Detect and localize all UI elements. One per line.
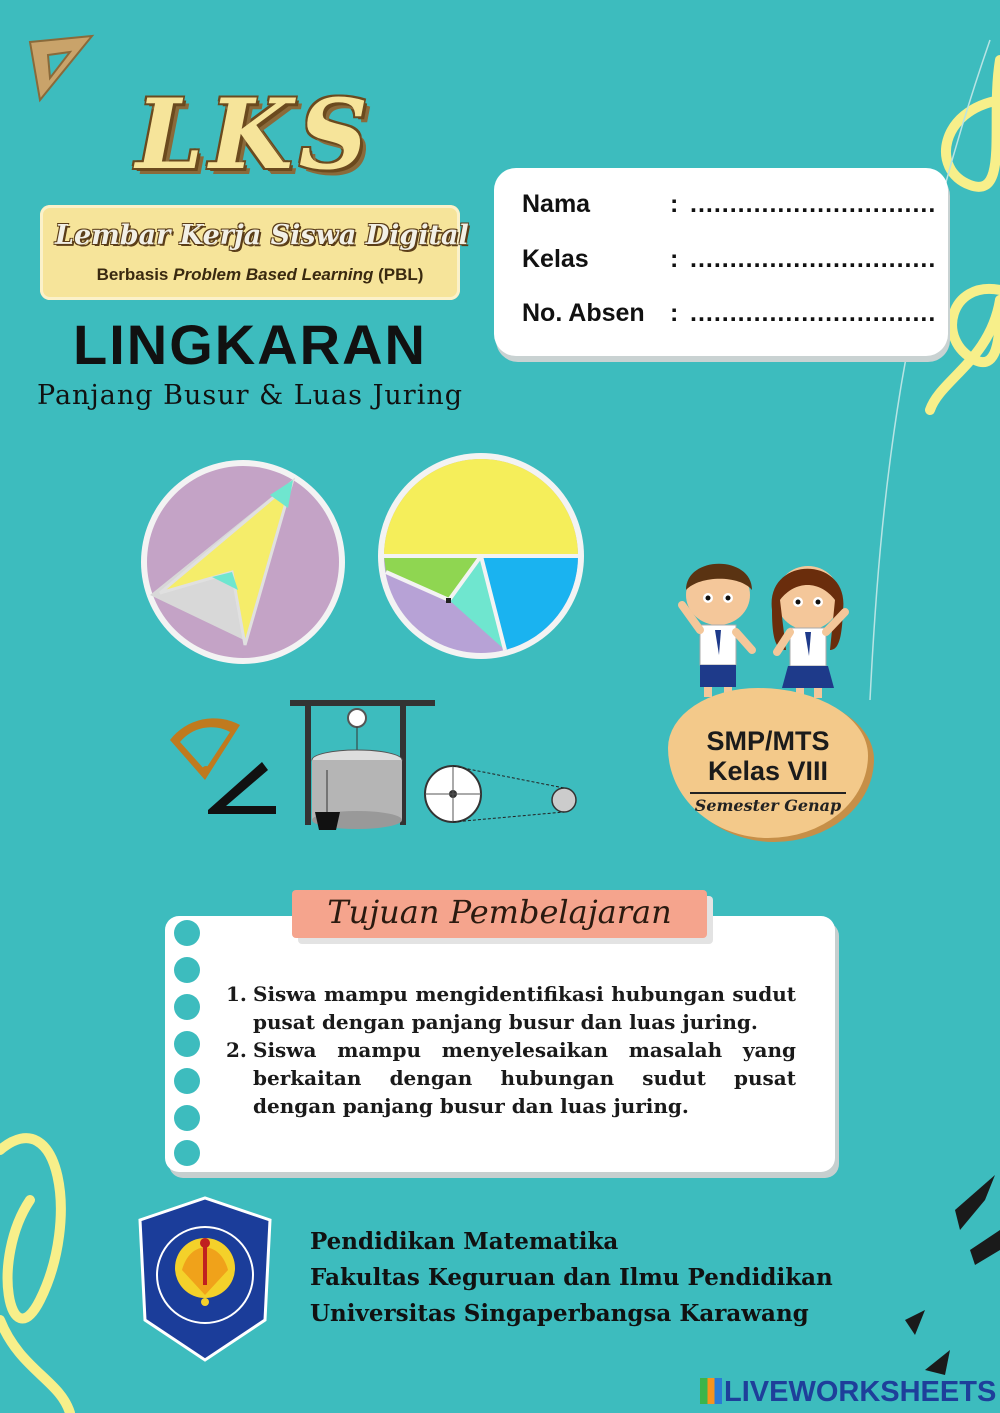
goal-number: 2. (226, 1038, 247, 1062)
identity-card (494, 168, 948, 356)
binder-hole (174, 1105, 200, 1131)
level-class: Kelas VIII (707, 756, 829, 786)
identity-colon: : (670, 245, 679, 273)
logo-tagline (60, 265, 460, 285)
tagline-italic: Problem Based Learning (173, 265, 374, 284)
binder-hole (174, 1140, 200, 1166)
binder-hole (174, 994, 200, 1020)
students-illustration (682, 564, 845, 698)
binder-hole (174, 920, 200, 946)
level-school: SMP/MTS (706, 726, 830, 756)
goal-item (226, 980, 796, 1036)
liveworksheets-brand[interactable] (700, 1376, 996, 1409)
goal-text: Siswa mampu menyelesaikan masalah yang berkaitan dengan hubungan sudut pusat dengan panjang busur dan luas juring. (253, 1038, 796, 1118)
goals-list (226, 980, 796, 1120)
yellow-loop-bottom-left (0, 1138, 70, 1413)
angle-icon (208, 762, 276, 814)
level-semester: Semester Genap (694, 796, 842, 815)
logo-lks: LKS (135, 78, 375, 191)
identity-colon: : (670, 190, 679, 218)
level-divider (690, 792, 846, 794)
liveworksheets-logo-icon (700, 1378, 722, 1404)
identity-label: Kelas (522, 245, 589, 273)
goal-text: Siswa mampu mengidentifikasi hubungan sudut pusat dengan panjang busur dan luas juring. (253, 982, 796, 1034)
thin-line (870, 40, 990, 700)
logo-subtitle: Lembar Kerja Siswa Digital (55, 220, 469, 251)
identity-field-kelas[interactable]: ............................... (690, 245, 937, 273)
identity-field-absen[interactable]: ............................... (690, 299, 937, 327)
identity-label: Nama (522, 190, 591, 218)
identity-colon: : (670, 299, 679, 327)
well-illustration (290, 700, 435, 830)
goal-item (226, 1036, 796, 1120)
circle-sector-diagram-2 (378, 453, 584, 659)
goals-title: Tujuan Pembelajaran (327, 893, 672, 931)
university-seal-logo (140, 1198, 270, 1360)
triangle-ruler-icon (30, 36, 92, 100)
pulley-belt-illustration (425, 766, 576, 822)
tagline-suffix: (PBL) (373, 265, 424, 284)
identity-row-absen (522, 299, 936, 328)
binder-hole (174, 1068, 200, 1094)
page-title: LINGKARAN (73, 313, 427, 376)
page-subtitle: Panjang Busur & Luas Juring (36, 380, 464, 411)
binder-hole (174, 957, 200, 983)
brush-strokes (905, 1175, 1000, 1375)
identity-row-kelas (522, 245, 936, 274)
circle-sector-diagram-1 (141, 460, 345, 664)
institution-line-2: Fakultas Keguruan dan Ilmu Pendidikan (310, 1264, 833, 1291)
institution-line-3: Universitas Singaperbangsa Karawang (310, 1300, 809, 1327)
tagline-prefix: Berbasis (96, 265, 174, 284)
brand-text: LIVEWORKSHEETS (724, 1376, 997, 1408)
binder-hole (174, 1031, 200, 1057)
identity-label: No. Absen (522, 299, 645, 327)
institution-line-1: Pendidikan Matematika (310, 1228, 619, 1255)
identity-field-nama[interactable]: ............................... (690, 190, 937, 218)
identity-row-nama (522, 190, 936, 219)
protractor-icon (170, 718, 240, 780)
goal-number: 1. (226, 982, 247, 1006)
